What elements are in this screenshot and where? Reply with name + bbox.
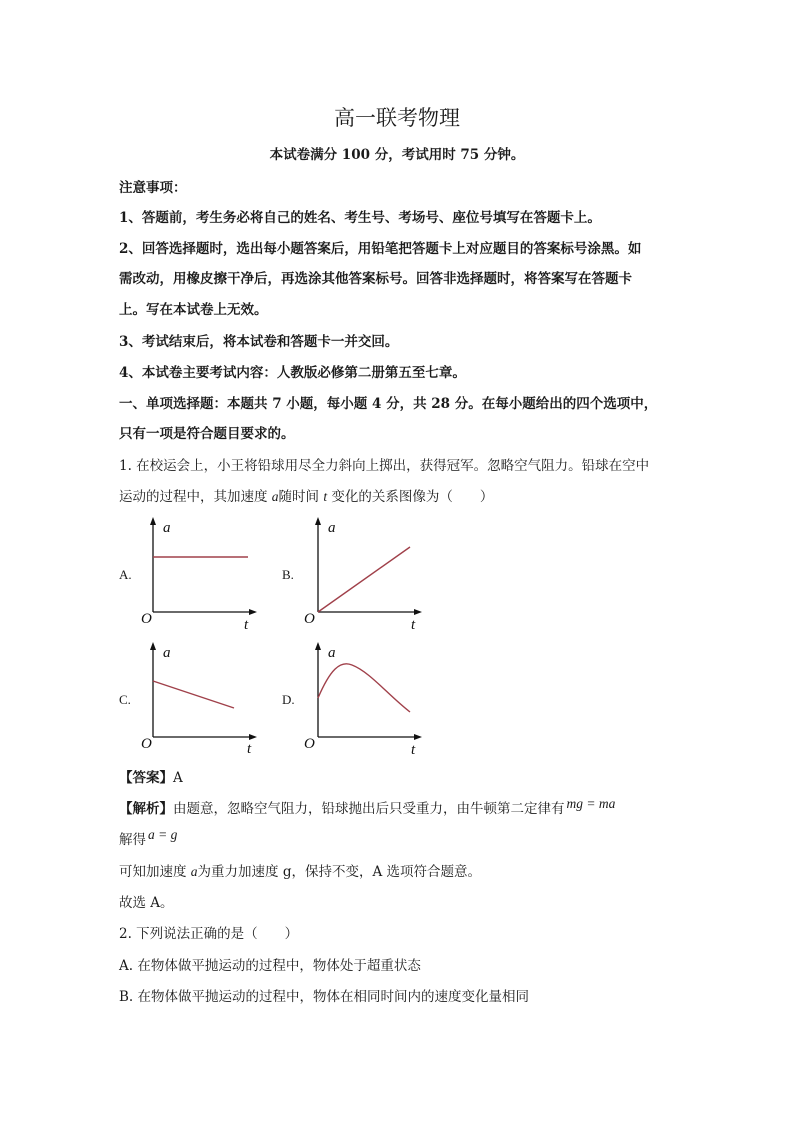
x-axis-label: t [244,617,249,630]
option-a-graph [135,515,265,630]
option-b-label: B. [282,567,294,582]
option-c-label: C. [119,692,131,707]
option-c-graph [135,640,265,755]
x-axis-arrow-icon [249,734,257,740]
analysis-text-3b: 为重力加速度 g，保持不变，A 选项符合题意。 [197,864,482,880]
y-axis-arrow-icon [315,517,321,525]
notice-item-2-line-1: 2、回答选择题时，选出每小题答案后，用铅笔把答题卡上对应题目的答案标号涂黑。如 [119,241,642,257]
q1-stem-line-1: 1. 在校运会上，小王将铅球用尽全力斜向上掷出，获得冠军。忽略空气阻力。铅球在空中 [119,458,650,474]
y-axis-arrow-icon [150,517,156,525]
y-axis-label: a [163,645,171,661]
notice-item-2-line-2: 需改动，用橡皮擦干净后，再选涂其他答案标号。回答非选择题时，将答案写在答题卡 [119,271,632,287]
option-b-graph [300,515,430,630]
q1-stem-text-c: 变化的关系图像为（ ） [327,489,494,505]
section-1-line-1: 一、单项选择题：本题共 7 小题，每小题 4 分，共 28 分。在每小题给出的四个选项中， [119,396,658,412]
curve-increasing [318,547,410,612]
q1-analysis-line-3 [119,862,481,882]
q1-analysis-line-1 [119,796,616,819]
option-a-label: A. [119,567,132,582]
notice-item-4: 4、本试卷主要考试内容：人教版必修第二册第五至七章。 [119,365,466,381]
q1-stem-line-2 [119,487,493,507]
q1-stem-text-b: 随时间 [278,489,324,505]
option-d-graph [300,640,430,755]
y-axis-label: a [163,520,171,536]
answer-tag: 【答案】 [119,770,173,786]
exam-subtitle: 本试卷满分 100 分，考试用时 75 分钟。 [269,147,525,163]
q1-var-t: t [323,489,328,504]
x-axis-arrow-icon [414,734,422,740]
x-axis-arrow-icon [414,609,422,615]
x-axis-label: t [411,742,416,755]
formula-mg-ma: mg = ma [566,796,616,811]
q1-stem-text-a: 运动的过程中，其加速度 [119,489,272,505]
page-title: 高一联考物理 [334,106,460,130]
y-axis-arrow-icon [315,642,321,650]
analysis-tag: 【解析】 [119,801,173,817]
analysis-text-1: 由题意，忽略空气阻力，铅球抛出后只受重力，由牛顿第二定律有 [173,801,565,817]
section-1-line-2: 只有一项是符合题目要求的。 [119,426,295,442]
q2-stem: 2. 下列说法正确的是（ ） [119,926,299,942]
origin-label: O [141,611,152,627]
notice-item-1: 1、答题前，考生务必将自己的姓名、考生号、考场号、座位号填写在答题卡上。 [119,210,601,226]
answer-value: A [173,770,183,786]
origin-label: O [304,611,315,627]
notice-item-3: 3、考试结束后，将本试卷和答题卡一并交回。 [119,334,399,350]
notice-heading: 注意事项： [119,180,187,196]
q1-analysis-line-2 [119,827,178,850]
y-axis-arrow-icon [150,642,156,650]
origin-label: O [141,736,152,752]
x-axis-label: t [247,741,252,755]
q1-conclusion: 故选 A。 [119,895,174,911]
curve-decreasing [153,681,234,708]
analysis-text-2: 解得 [119,832,146,848]
q1-var-a: a [271,489,279,504]
q2-option-a: A. 在物体做平抛运动的过程中，物体处于超重状态 [119,958,421,974]
formula-a-g: a = g [148,827,178,842]
curve-rise-fall [318,664,410,712]
q2-option-b: B. 在物体做平抛运动的过程中，物体在相同时间内的速度变化量相同 [119,989,530,1005]
origin-label: O [304,736,315,752]
y-axis-label: a [328,645,336,661]
x-axis-arrow-icon [249,609,257,615]
option-d-label: D. [282,692,295,707]
y-axis-label: a [328,520,336,536]
analysis-var-a: a [190,864,198,879]
notice-item-2-line-3: 上。写在本试卷上无效。 [119,302,268,318]
x-axis-label: t [411,617,416,630]
q1-answer [119,768,183,788]
analysis-text-3a: 可知加速度 [119,864,191,880]
